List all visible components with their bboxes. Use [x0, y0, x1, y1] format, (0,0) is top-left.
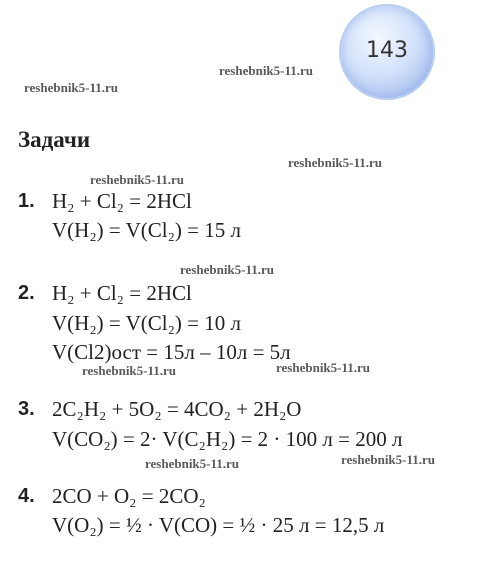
watermark: reshebnik5-11.ru — [288, 155, 383, 170]
watermark: reshebnik5-11.ru — [82, 363, 177, 378]
task-number: 1. — [18, 190, 35, 212]
task-line: 2CO + O₂ = 2CO₂ — [52, 484, 206, 508]
page-number: 143 — [366, 38, 408, 63]
watermark: reshebnik5-11.ru — [276, 360, 371, 375]
page-number-badge — [341, 6, 433, 98]
task-line: V(O₂) = ½ · V(CO) = ½ · 25 л = 12,5 л — [52, 513, 385, 537]
task-line: V(Cl2)ост = 15л – 10л = 5л — [52, 340, 291, 364]
section-title: Задачи — [18, 127, 91, 152]
task-line: V(H₂) = V(Cl₂) = 10 л — [52, 311, 241, 335]
task-line: 2C₂H₂ + 5O₂ = 4CO₂ + 2H₂O — [52, 397, 302, 421]
task-number: 3. — [18, 398, 35, 420]
watermark: reshebnik5-11.ru — [145, 456, 240, 471]
task-line: H₂ + Cl₂ = 2HCl — [52, 281, 192, 305]
task-line: V(H₂) = V(Cl₂) = 15 л — [52, 218, 241, 242]
watermark: reshebnik5-11.ru — [180, 262, 275, 277]
task-line: V(CO₂) = 2· V(C₂H₂) = 2 · 100 л = 200 л — [52, 427, 403, 451]
watermark: reshebnik5-11.ru — [341, 452, 436, 467]
watermark: reshebnik5-11.ru — [90, 172, 185, 187]
watermark: reshebnik5-11.ru — [24, 80, 119, 95]
task-line: H₂ + Cl₂ = 2HCl — [52, 189, 192, 213]
task-number: 4. — [18, 485, 35, 507]
watermark: reshebnik5-11.ru — [219, 63, 314, 78]
task-number: 2. — [18, 282, 35, 304]
